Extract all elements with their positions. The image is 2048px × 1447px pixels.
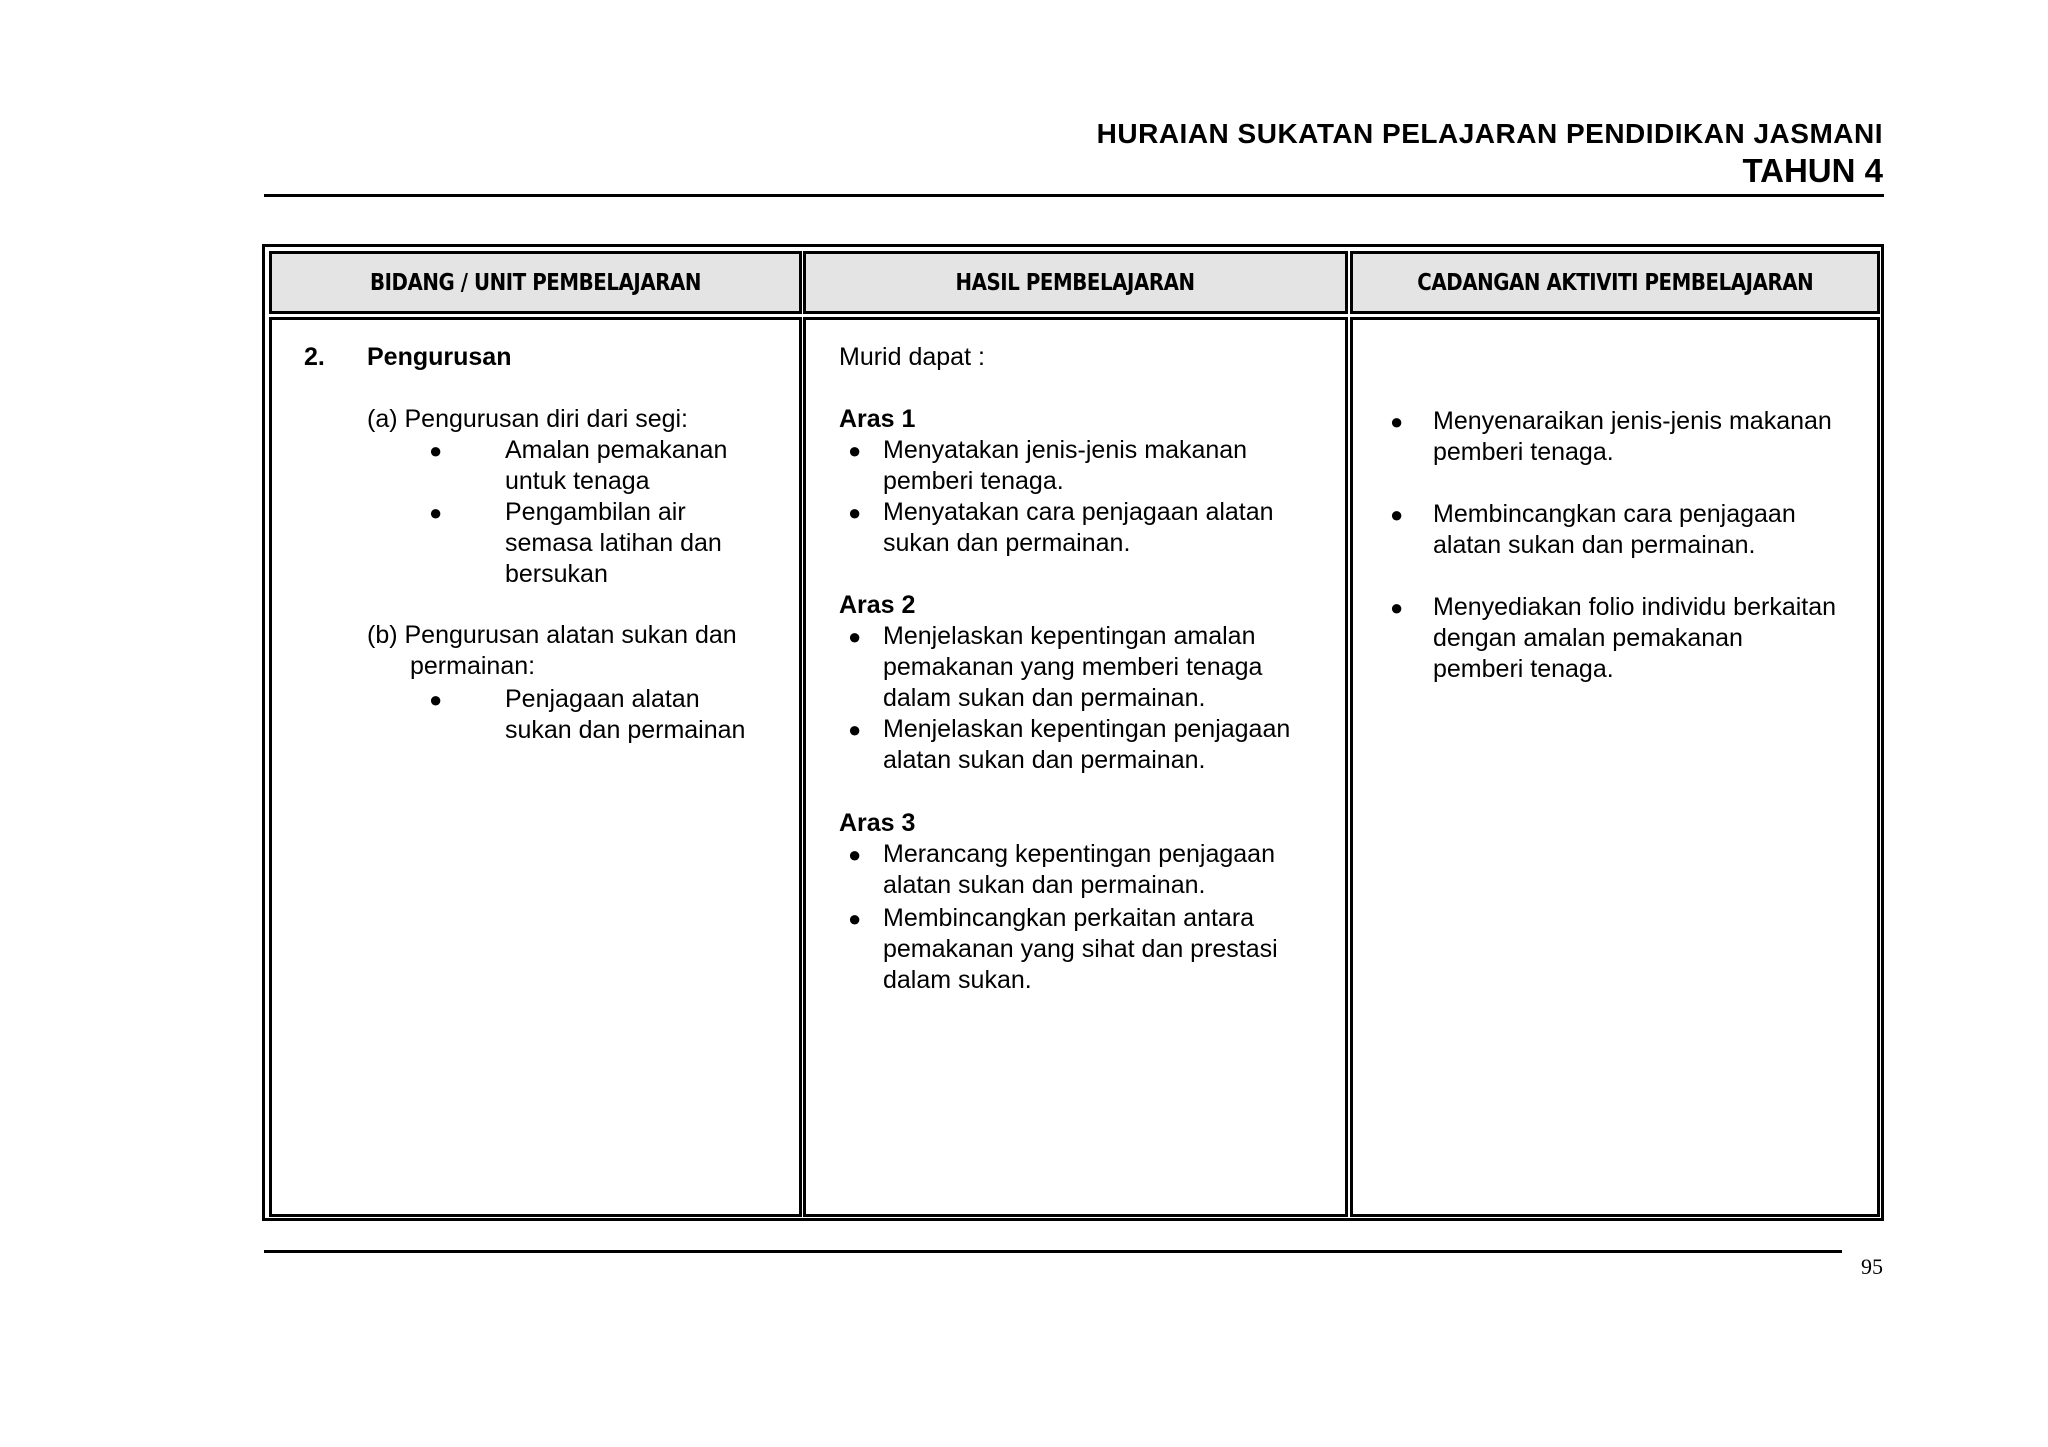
aras-1-item-2-line-1: Menyatakan cara penjagaan alatan	[883, 498, 1274, 526]
aras-3-item-2-line-3: dalam sukan.	[883, 966, 1032, 994]
bullet-icon: ●	[848, 500, 862, 525]
bullet-icon: ●	[848, 717, 862, 742]
sub-a-item-1-line-2: untuk tenaga	[505, 467, 650, 495]
aras-1-item-1-line-1: Menyatakan jenis-jenis makanan	[883, 436, 1248, 464]
aras-3-item-1-line-2: alatan sukan dan permainan.	[883, 871, 1206, 899]
bullet-icon: ●	[1390, 409, 1404, 434]
sub-b-item-1-line-2: sukan dan permainan	[505, 716, 746, 744]
aras-2-title: Aras 2	[839, 591, 916, 619]
activity-1-line-1: Menyenaraikan jenis-jenis makanan	[1433, 407, 1832, 435]
document-year: TAHUN 4	[1742, 152, 1883, 189]
activity-3-line-2: dengan amalan pemakanan	[1433, 624, 1743, 652]
hasil-intro: Murid dapat :	[839, 343, 985, 371]
document-title: HURAIAN SUKATAN PELAJARAN PENDIDIKAN JASMANI	[1096, 118, 1883, 149]
aras-2-item-1-line-2: pemakanan yang memberi tenaga	[883, 653, 1263, 681]
sub-a-item-1-line-1: Amalan pemakanan	[505, 436, 728, 464]
aras-3-item-2-line-1: Membincangkan perkaitan antara	[883, 904, 1255, 932]
aras-2-item-2-line-2: alatan sukan dan permainan.	[883, 746, 1206, 774]
bullet-icon: ●	[429, 438, 443, 463]
activity-2-line-2: alatan sukan dan permainan.	[1433, 531, 1756, 559]
bullet-icon: ●	[848, 624, 862, 649]
bullet-icon: ●	[429, 687, 443, 712]
sub-a-item-2-line-1: Pengambilan air	[505, 498, 686, 526]
bullet-icon: ●	[848, 906, 862, 931]
column-header-bidang: BIDANG / UNIT PEMBELAJARAN	[269, 251, 802, 314]
bullet-icon: ●	[1390, 502, 1404, 527]
bullet-icon: ●	[1390, 595, 1404, 620]
footer-divider	[264, 1250, 1842, 1253]
aras-3-item-1-line-1: Merancang kepentingan penjagaan	[883, 840, 1275, 868]
sub-a-label: (a) Pengurusan diri dari segi:	[367, 405, 688, 433]
page-number: 95	[1861, 1254, 1883, 1279]
aras-2-item-1-line-3: dalam sukan dan permainan.	[883, 684, 1206, 712]
unit-number: 2.	[304, 343, 325, 371]
aras-2-item-1-line-1: Menjelaskan kepentingan amalan	[883, 622, 1256, 650]
activity-1-line-2: pemberi tenaga.	[1433, 438, 1614, 466]
sub-a-item-2-line-2: semasa latihan dan	[505, 529, 722, 557]
activity-2-line-1: Membincangkan cara penjagaan	[1433, 500, 1796, 528]
aras-3-title: Aras 3	[839, 809, 916, 837]
activity-3-line-3: pemberi tenaga.	[1433, 655, 1614, 683]
column-header-cadangan: CADANGAN AKTIVITI PEMBELAJARAN	[1350, 251, 1880, 314]
activity-3-line-1: Menyediakan folio individu berkaitan	[1433, 593, 1837, 621]
aras-1-title: Aras 1	[839, 405, 916, 433]
sub-b-item-1-line-1: Penjagaan alatan	[505, 685, 700, 713]
cadangan-cell	[1350, 317, 1880, 1217]
bullet-icon: ●	[848, 438, 862, 463]
bidang-cell	[269, 317, 802, 1217]
aras-2-item-2-line-1: Menjelaskan kepentingan penjagaan	[883, 715, 1291, 743]
sub-b-label-line-1: (b) Pengurusan alatan sukan dan	[367, 621, 737, 649]
hasil-cell	[803, 317, 1348, 1217]
aras-3-item-2-line-2: pemakanan yang sihat dan prestasi	[883, 935, 1278, 963]
unit-heading: Pengurusan	[367, 343, 512, 371]
aras-1-item-2-line-2: sukan dan permainan.	[883, 529, 1131, 557]
bullet-icon: ●	[429, 500, 443, 525]
bullet-icon: ●	[848, 842, 862, 867]
sub-b-label-line-2: permainan:	[410, 652, 536, 680]
column-header-hasil: HASIL PEMBELAJARAN	[803, 251, 1348, 314]
sub-a-item-2-line-3: bersukan	[505, 560, 608, 588]
aras-1-item-1-line-2: pemberi tenaga.	[883, 467, 1064, 495]
header-divider	[264, 194, 1884, 197]
curriculum-table	[262, 244, 1884, 1221]
